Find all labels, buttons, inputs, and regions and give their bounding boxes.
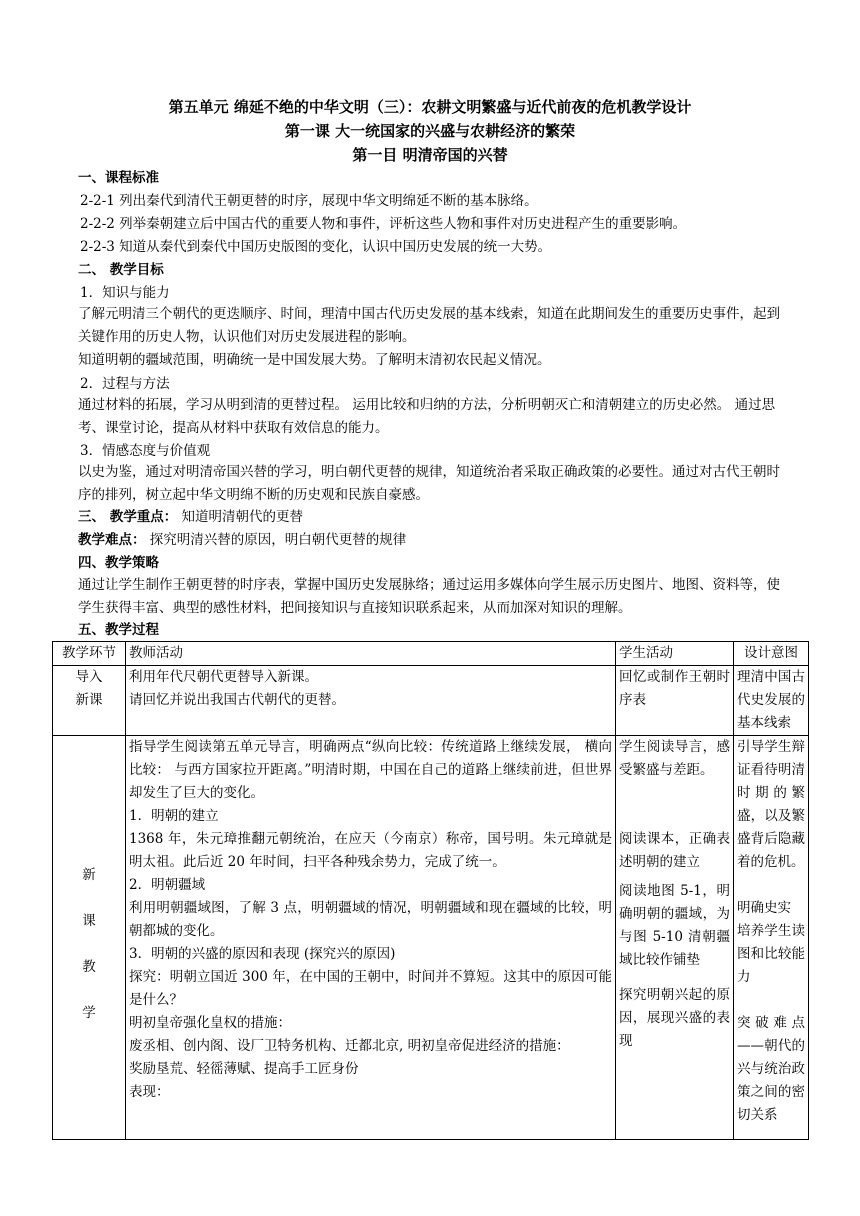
header-cell: 学生活动 [616,642,734,666]
student-cell [616,736,734,1140]
teacher-cell [126,666,616,736]
stage-label: 导入 [75,669,103,685]
goal-paragraph: 知道明朝的疆域范围，明确统一是中国发展大势。了解明末清初农民起义情况。 [78,352,551,368]
strategy-paragraph: 通过让学生制作王朝更替的时序表，掌握中国历史发展脉络；通过运用多媒体向学生展示历史图片、地图、资料等，使学生获得丰富、典型的感性材料，把间接知识与直接知识联系起来，从而加深对知识的理解。 [78,577,780,616]
section-title: 第一目 明清帝国的兴替 [352,146,508,164]
goal-subheading: 1．知识与能力 [80,285,170,301]
process-heading: 五、教学过程 [78,622,159,638]
teacher-text: 探究：明朝立国近 300 年，在中国的王朝中，时间并不算短。这其中的原因可能是什么？ [129,969,612,1008]
intent-text: 培养学生读图和比较能力 [737,923,805,985]
teacher-text: 明初皇帝强化皇权的措施： [129,1015,291,1031]
goal-paragraph: 以史为鉴，通过对明清帝国兴替的学习，明白朝代更替的规律，知道统治者采取正确政策的必要性。通过对古代王朝时序的排列，树立起中华文明绵不断的历史观和民族自豪感。 [78,464,780,503]
key-points-text: 知道明清朝代的更替 [177,509,303,525]
teaching-process-table [52,641,809,1140]
teacher-text: 利用年代尺朝代更替导入新课。 [129,669,318,685]
main-title: 第五单元 绵延不绝的中华文明（三）：农耕文明繁盛与近代前夜的危机教学设计 [168,98,692,116]
teacher-text: 废丞相、创内阁、设厂卫特务机构、迁都北京, 明初皇帝促进经济的措施： [129,1038,570,1054]
standard-item: 2-2-3 知道从秦代到秦代中国历史版图的变化，认识中国历史发展的统一大势。 [80,239,552,255]
key-points [78,506,303,528]
student-text: 阅读课本，正确表述明朝的建立 [619,831,730,870]
teacher-text: 1．明朝的建立 [129,808,219,824]
stage-label: 教 [82,959,96,975]
teacher-text: 1368 年，朱元璋推翻元朝统治，在应天（今南京）称帝，国号明。朱元璋就是明太祖。此后近 20 年时间，扫平各种残余势力，完成了统一。 [129,831,612,870]
student-cell: 回忆或制作王朝时序表 [616,666,734,736]
teacher-text: 表现： [129,1084,170,1100]
student-text: 探究明朝兴起的原因，展现兴盛的表现 [619,987,730,1049]
standard-item: 2-2-2 列举秦朝建立后中国古代的重要人物和事件，评析这些人物和事件对历史进程产生的重要影响。 [80,216,687,232]
intent-text: 突破难点——朝代的兴与统治政策之间的密切关系 [737,1015,805,1123]
stage-label: 学 [82,1005,96,1021]
student-text: 阅读地图 5-1，明确明朝的疆域，为与图 5-10 清朝疆域比较作铺垫 [619,883,730,968]
student-text: 学生阅读导言，感受繁盛与差距。 [619,739,730,778]
teacher-text: 利用明朝疆域图，了解 3 点，明朝疆域的情况，明朝疆域和现在疆域的比较，明朝都城的变化。 [129,900,612,939]
table-row [53,736,809,1140]
strategy-heading: 四、教学策略 [78,555,159,571]
teacher-text: 请回忆并说出我国古代朝代的更替。 [129,692,345,708]
teacher-text: 指导学生阅读第五单元导言，明确两点“纵向比较：传统道路上继续发展， 横向比较： 与西方国家拉开距离。”明清时期，中国在自己的道路上继续前进，但世界却发生了巨大的变化。 [129,739,612,801]
stage-label: 新课 [75,692,103,708]
table-row [53,666,809,736]
header-cell: 教师活动 [126,642,616,666]
teaching-goals-heading: 二、 教学目标 [78,262,164,278]
teacher-text: 3．明朝的兴盛的原因和表现 (探究兴的原因) [129,946,396,962]
stage-label: 新 [82,867,96,883]
stage-label: 课 [82,913,96,929]
goal-subheading: 3．情感态度与价值观 [80,443,211,459]
lesson-title: 第一课 大一统国家的兴盛与农耕经济的繁荣 [284,122,576,140]
course-standard-heading: 一、课程标准 [78,170,159,186]
goal-paragraph: 了解元明清三个朝代的更迭顺序、时间，理清中国古代历史发展的基本线索，知道在此期间发生的重要历史事件，起到关键作用的历史人物，认识他们对历史发展进程的影响。 [78,306,780,345]
goal-subheading: 2．过程与方法 [80,376,170,392]
intent-cell: 理清中国古代史发展的基本线索 [734,666,809,736]
intent-text: 明确史实 [737,900,791,916]
standard-item: 2-2-1 列出秦代到清代王朝更替的时序，展现中华文明绵延不断的基本脉络。 [80,193,538,209]
goal-paragraph: 通过材料的拓展，学习从明到清的更替过程。 运用比较和归纳的方法，分析明朝灭亡和清朝建立的历史必然。 通过思考、课堂讨论，提高从材料中获取有效信息的能力。 [78,397,776,436]
header-cell: 设计意图 [734,642,809,666]
teacher-cell [126,736,616,1140]
teacher-text: 2．明朝疆域 [129,877,206,893]
key-points-heading: 三、 教学重点： [78,509,178,525]
header-cell: 教学环节 [53,642,126,666]
difficulty-text: 探究明清兴替的原因，明白朝代更替的规律 [145,532,407,548]
teacher-text: 奖励垦荒、轻徭薄赋、提高手工匠身份 [129,1061,359,1077]
stage-cell [53,736,126,1140]
difficulty [78,529,406,551]
table-header-row [53,642,809,666]
difficulty-heading: 教学难点： [78,532,146,548]
intent-text: 引导学生辩证看待明清时期的繁盛，以及繁盛背后隐藏着的危机。 [737,739,805,870]
intent-cell [734,736,809,1140]
stage-cell [53,666,126,736]
